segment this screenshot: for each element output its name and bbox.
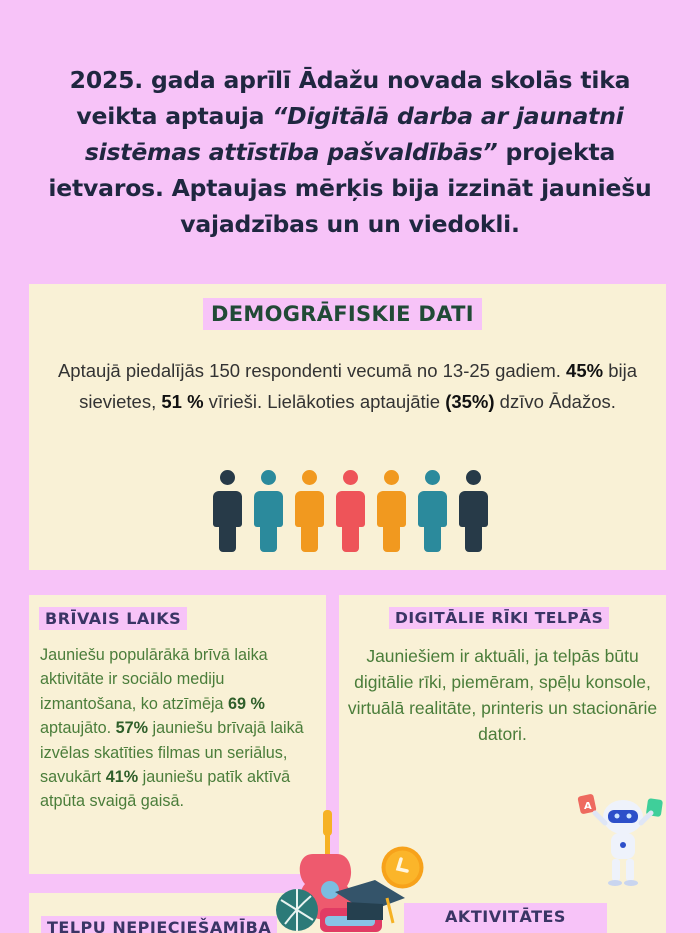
free-time-text: [40, 643, 320, 814]
person-icon: [253, 470, 284, 552]
free-text-c: jauniešu brīvajā laikā izvēlas skatīties filmas un seriālus, savukārt: [40, 719, 304, 787]
people-icons: [212, 470, 489, 552]
free-text-a: Jauniešu populārākā brīvā laika aktivitāte ir sociālo mediju izmantošana, ko atzīmēja: [40, 646, 268, 713]
basketball-icon: [276, 889, 318, 931]
space-need-title: TELPU NEPIECIEŠAMĪBA: [41, 916, 277, 933]
digital-tools-text: Jauniešiem ir aktuāli, ja telpās būtu digitālie rīki, piemēram, spēļu konsole, virtuālā realitāte, printeris un stacionārie datori.: [347, 646, 658, 744]
person-icon: [417, 470, 448, 552]
demo-text-b: bija sievietes,: [79, 360, 638, 412]
hobbies-illustration: [275, 808, 415, 933]
social-media-percent: 69 %: [228, 694, 265, 713]
person-icon: [212, 470, 243, 552]
person-icon: [376, 470, 407, 552]
free-time-title: BRĪVAIS LAIKS: [39, 607, 187, 630]
outdoor-percent: 41%: [105, 768, 139, 787]
svg-text:A: A: [584, 801, 592, 812]
person-icon: [335, 470, 366, 552]
free-text-d: jauniešu patīk aktīvā atpūta svaigā gaisā.: [40, 768, 291, 811]
intro-text: [40, 62, 660, 242]
demo-text-c: vīrieši. Lielākoties aptaujātie: [203, 391, 446, 412]
adazi-percent: (35%): [445, 391, 495, 412]
male-percent: 51 %: [161, 391, 204, 412]
intro-part-2: projekta ietvaros. Aptaujas mērķis bija izzināt jauniešu vajadzības un un viedokli.: [48, 138, 652, 238]
intro-part-1: 2025. gada aprīlī Ādažu novada skolās tika veikta aptauja: [69, 66, 631, 130]
demographics-card: [29, 284, 666, 570]
films-percent: 57%: [115, 719, 149, 738]
digital-tools-title: DIGITĀLIE RĪKI TELPĀS: [389, 607, 609, 629]
robot-icon: [575, 785, 670, 890]
survey-name: “Digitālā darba ar jaunatni sistēmas attīstība pašvaldībās”: [84, 102, 624, 166]
person-icon: [458, 470, 489, 552]
person-icon: [294, 470, 325, 552]
free-text-b: aptaujāto.: [40, 719, 116, 738]
demo-text-d: dzīvo Ādažos.: [494, 391, 616, 412]
female-percent: 45%: [566, 360, 604, 381]
demo-text-a: Aptaujā piedalījās 150 respondenti vecumā no 13-25 gadiem.: [57, 360, 567, 381]
demographics-text: [49, 355, 646, 417]
activities-title: AKTIVITĀTES: [404, 903, 607, 933]
demographics-title: DEMOGRĀFISKIE DATI: [203, 298, 482, 330]
